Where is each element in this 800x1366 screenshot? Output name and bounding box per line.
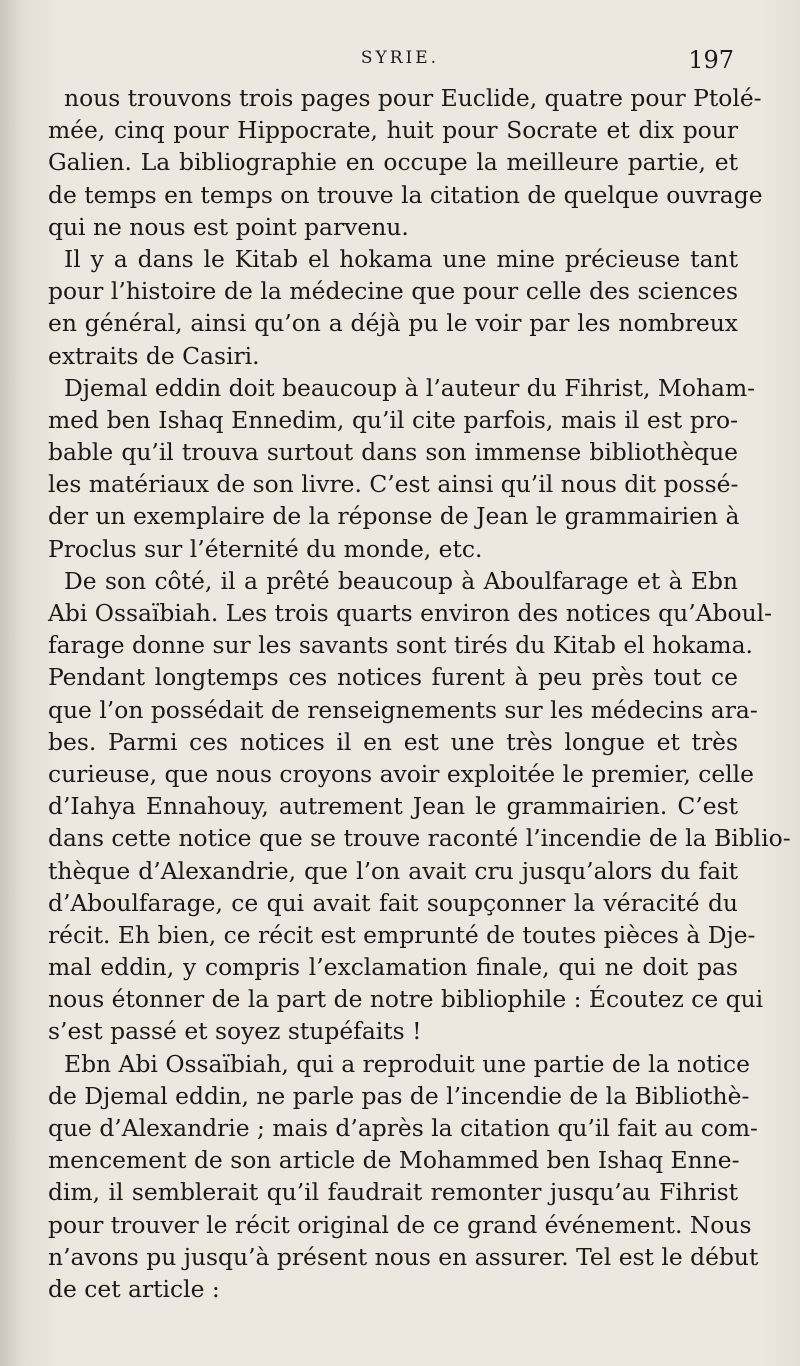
text-line: Djemal eddin doit beaucoup à l’auteur du Fihrist, Moham- — [64, 373, 756, 402]
text-line: De son côté, il a prêté beaucoup à Aboulfarage et à Ebn — [64, 566, 738, 595]
text-line: bes. Parmi ces notices il en est une très longue et très — [48, 727, 738, 756]
text-line: de Djemal eddin, ne parle pas de l’incendie de la Bibliothè- — [48, 1081, 750, 1110]
text-line: que l’on possédait de renseignements sur les médecins ara- — [48, 695, 758, 724]
paragraph — [48, 243, 738, 372]
text-line: récit. Eh bien, ce récit est emprunté de toutes pièces à Dje- — [48, 920, 756, 949]
text-line: med ben Ishaq Ennedim, qu’il cite parfois, mais il est pro- — [48, 405, 738, 434]
text-line: dans cette notice que se trouve raconté l’incendie de la Biblio- — [48, 824, 791, 853]
text-line: curieuse, que nous croyons avoir exploitée le premier, celle — [48, 759, 754, 788]
running-title: SYRIE. — [360, 48, 440, 68]
paragraph — [48, 82, 763, 243]
text-line: qui ne nous est point parvenu. — [48, 212, 409, 241]
text-line: d’Aboulfarage, ce qui avait fait soupçonner la véracité du — [48, 888, 738, 917]
text-line: dim, il semblerait qu’il faudrait remonter jusqu’au Fihrist — [48, 1178, 738, 1207]
text-line: bable qu’il trouva surtout dans son immense bibliothèque — [48, 438, 738, 467]
text-line: n’avons pu jusqu’à présent nous en assurer. Tel est le début — [48, 1242, 759, 1271]
paragraph — [48, 372, 756, 565]
text-line: pour l’histoire de la médecine que pour celle des sciences — [48, 277, 738, 306]
text-line: en général, ainsi qu’on a déjà pu le voir par les nombreux — [48, 309, 738, 338]
text-line: que d’Alexandrie ; mais d’après la citation qu’il fait au com- — [48, 1114, 758, 1142]
text-line: Ebn Abi Ossaïbiah, qui a reproduit une partie de la notice — [64, 1049, 750, 1078]
text-line: der un exemplaire de la réponse de Jean le grammairien à — [48, 502, 740, 531]
text-line: extraits de Casiri. — [48, 341, 260, 370]
text-line: s’est passé et soyez stupéfaits ! — [48, 1017, 422, 1046]
page-number: 197 — [688, 46, 734, 74]
text-line: pour trouver le récit original de ce grand événement. Nous — [48, 1210, 752, 1239]
text-line: les matériaux de son livre. C’est ainsi qu’il nous dit possé- — [48, 470, 739, 499]
text-line: mal eddin, y compris l’exclamation finale, qui ne doit pas — [48, 953, 738, 982]
text-line: Il y a dans le Kitab el hokama une mine précieuse tant — [64, 244, 738, 273]
text-line: d’Iahya Ennahouy, autrement Jean le grammairien. C’est — [48, 792, 738, 821]
body-text — [48, 82, 791, 1305]
text-line: Pendant longtemps ces notices furent à peu près tout ce — [48, 663, 738, 692]
text-line: nous étonner de la part de notre bibliophile : Écoutez ce qui — [48, 985, 764, 1014]
text-line: mencement de son article de Mohammed ben Ishaq Enne- — [48, 1146, 740, 1175]
text-line: mée, cinq pour Hippocrate, huit pour Socrate et dix pour — [48, 116, 738, 145]
text-line: nous trouvons trois pages pour Euclide, quatre pour Ptolé- — [64, 84, 762, 112]
text-line: Proclus sur l’éternité du monde, etc. — [48, 534, 483, 563]
text-line: Abi Ossaïbiah. Les trois quarts environ des notices qu’Aboul- — [48, 599, 773, 627]
page-header — [0, 46, 800, 76]
paragraph — [48, 565, 791, 1048]
paragraph — [48, 1048, 759, 1306]
text-line: Galien. La bibliographie en occupe la meilleure partie, et — [48, 148, 738, 177]
text-line: farage donne sur les savants sont tirés du Kitab el hokama. — [48, 631, 753, 660]
text-line: de temps en temps on trouve la citation de quelque ouvrage — [48, 180, 763, 209]
text-line: thèque d’Alexandrie, que l’on avait cru jusqu’alors du fait — [48, 856, 738, 885]
text-line: de cet article : — [48, 1274, 220, 1303]
